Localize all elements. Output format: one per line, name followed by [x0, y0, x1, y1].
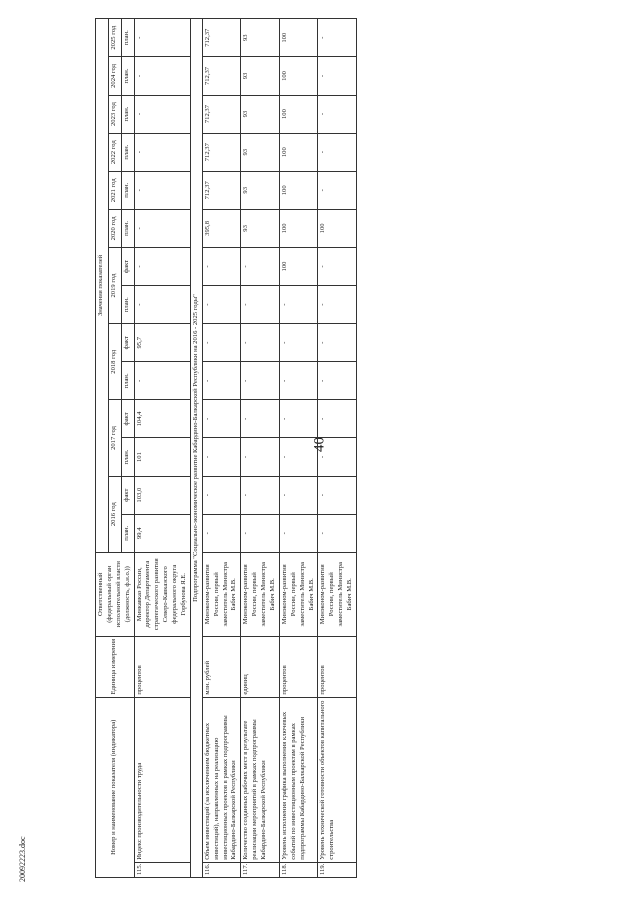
value-cell: 93 — [241, 57, 280, 95]
value-cell: - — [279, 286, 318, 324]
value-cell: - — [134, 247, 190, 285]
value-cell: - — [241, 400, 280, 438]
value-cell: - — [241, 476, 280, 514]
year-header: 2020 год — [108, 209, 121, 247]
row-name: Уровень технической готовности объектов капитального строительства — [318, 697, 357, 862]
plan-header: план. — [121, 171, 134, 209]
value-cell: - — [202, 476, 241, 514]
value-cell: 100 — [279, 171, 318, 209]
row-unit: единиц — [241, 636, 280, 697]
fact-header: факт — [121, 324, 134, 362]
value-cell: - — [202, 400, 241, 438]
value-cell: - — [318, 362, 357, 400]
indicators-table — [95, 18, 357, 878]
year-header: 2017 год — [108, 400, 121, 476]
table-row — [134, 19, 190, 878]
value-cell: - — [318, 171, 357, 209]
plan-header: план. — [121, 19, 134, 57]
value-cell: 712,37 — [202, 171, 241, 209]
year-header: 2021 год — [108, 171, 121, 209]
row-responsible: Минэконом-развития России, первый заместитель Министра Бабич М.В. — [318, 552, 357, 636]
table-row — [279, 19, 318, 878]
value-cell: - — [202, 362, 241, 400]
value-cell: 101 — [134, 438, 190, 476]
value-cell: - — [241, 324, 280, 362]
plan-header: план. — [121, 438, 134, 476]
row-responsible: Минэконом-развития России, первый заместитель Министра Бабич М.В. — [241, 552, 280, 636]
value-cell: - — [318, 95, 357, 133]
fact-header: факт — [121, 247, 134, 285]
value-cell: 712,37 — [202, 95, 241, 133]
value-cell: 712,37 — [202, 19, 241, 57]
value-cell: - — [134, 286, 190, 324]
value-cell: 100 — [279, 95, 318, 133]
value-cell: - — [134, 362, 190, 400]
row-number: 116. — [202, 862, 241, 877]
value-cell: - — [318, 19, 357, 57]
row-name: Индекс производительности труда — [134, 697, 190, 862]
plan-header: план. — [121, 514, 134, 552]
value-cell: - — [134, 57, 190, 95]
value-cell: 93 — [241, 95, 280, 133]
value-cell: 99,4 — [134, 514, 190, 552]
plan-header: план. — [121, 286, 134, 324]
value-cell: - — [202, 286, 241, 324]
value-cell: - — [279, 362, 318, 400]
value-cell: - — [318, 514, 357, 552]
value-cell: 103,0 — [134, 476, 190, 514]
fact-header: факт — [121, 476, 134, 514]
row-number: 115. — [134, 862, 190, 877]
value-cell: - — [134, 133, 190, 171]
value-cell: 100 — [279, 209, 318, 247]
row-name: Количество созданных рабочих мест в результате реализации мероприятий в рамках подпрограммы Кабардино-Балкарской Республики — [241, 697, 280, 862]
row-unit: процентов — [279, 636, 318, 697]
value-cell: - — [202, 438, 241, 476]
value-cell: - — [318, 438, 357, 476]
value-cell: - — [279, 438, 318, 476]
plan-header: план. — [121, 133, 134, 171]
value-cell: - — [279, 400, 318, 438]
plan-header: план. — [121, 95, 134, 133]
value-cell: 100 — [279, 57, 318, 95]
value-cell: 100 — [279, 19, 318, 57]
value-cell: - — [241, 362, 280, 400]
table-row — [318, 19, 357, 878]
col-header-unit: Единица измерения — [96, 636, 135, 697]
value-cell: - — [241, 286, 280, 324]
footer-doc-code: 20092223.doc — [18, 836, 27, 882]
row-unit: млн. рублей — [202, 636, 241, 697]
value-cell: - — [134, 19, 190, 57]
row-responsible: Минэконом-развития России, первый заместитель Министра Бабич М.В. — [202, 552, 241, 636]
year-header: 2025 год — [108, 19, 121, 57]
row-unit: процентов — [134, 636, 190, 697]
value-cell: - — [202, 514, 241, 552]
year-header: 2024 год — [108, 57, 121, 95]
value-cell: - — [134, 171, 190, 209]
table-row — [202, 19, 241, 878]
col-header-number-name: Номер и наименование показателя (индикатора) — [96, 697, 135, 877]
value-cell: - — [202, 247, 241, 285]
year-header: 2023 год — [108, 95, 121, 133]
row-name: Уровень исполнения графика выполнения ключевых событий по инвестиционным проектам в рамках подпрограммы Кабардино-Балкарской Республики — [279, 697, 318, 862]
value-cell: 95,7 — [134, 324, 190, 362]
fact-header: факт — [121, 400, 134, 438]
value-cell: - — [279, 324, 318, 362]
value-cell: 93 — [241, 133, 280, 171]
value-cell: - — [318, 400, 357, 438]
value-cell: 104,4 — [134, 400, 190, 438]
row-number: 119. — [318, 862, 357, 877]
value-cell: - — [241, 514, 280, 552]
row-responsible: Минэконом-развития России, первый заместитель Министра Бабич М.В. — [279, 552, 318, 636]
value-cell: - — [318, 324, 357, 362]
col-header-values: Значения показателей — [96, 19, 109, 553]
col-header-responsible: Ответственный (федеральный орган исполнительной власти (должность, ф.и.о.)) — [96, 552, 135, 636]
value-cell: 100 — [279, 133, 318, 171]
value-cell: - — [279, 476, 318, 514]
value-cell: - — [202, 324, 241, 362]
subprogram-title: Подпрограмма "Социально-экономическое развитие Кабардино-Балкарской Республики на 2016 - 2025 годы" — [190, 19, 202, 878]
year-header: 2019 год — [108, 247, 121, 323]
row-responsible: Минкавказ России, директор Департамента стратегического развития Северо-Кавказского федерального округа Горбунова Я.Е. — [134, 552, 190, 636]
value-cell: 93 — [241, 171, 280, 209]
value-cell: 712,37 — [202, 57, 241, 95]
value-cell: - — [241, 438, 280, 476]
row-unit: процентов — [318, 636, 357, 697]
table-body-top — [134, 19, 190, 878]
value-cell: 93 — [241, 19, 280, 57]
year-header: 2018 год — [108, 324, 121, 400]
plan-header: план. — [121, 57, 134, 95]
value-cell: 93 — [241, 209, 280, 247]
value-cell: - — [318, 476, 357, 514]
year-header: 2022 год — [108, 133, 121, 171]
table-row — [241, 19, 280, 878]
value-cell: 100 — [318, 209, 357, 247]
value-cell: - — [318, 57, 357, 95]
value-cell: - — [279, 514, 318, 552]
row-number: 117. — [241, 862, 280, 877]
table-body-bottom — [202, 19, 356, 878]
value-cell: - — [241, 247, 280, 285]
subprogram-row — [190, 19, 202, 878]
value-cell: 712,37 — [202, 133, 241, 171]
value-cell: - — [318, 247, 357, 285]
value-cell: - — [318, 286, 357, 324]
value-cell: - — [134, 209, 190, 247]
plan-header: план. — [121, 362, 134, 400]
value-cell: - — [318, 133, 357, 171]
row-name: Объем инвестиций (за исключением бюджетных инвестиций), направленных на реализацию инвестиционных проектов в рамках подпрограммы Кабардино-Балкарской Республики — [202, 697, 241, 862]
rotated-table-container — [95, 18, 590, 878]
value-cell: - — [134, 95, 190, 133]
value-cell: 395,8 — [202, 209, 241, 247]
page-number: 40 — [311, 437, 328, 452]
year-header: 2016 год — [108, 476, 121, 552]
row-number: 118. — [279, 862, 318, 877]
plan-header: план. — [121, 209, 134, 247]
value-cell: 100 — [279, 247, 318, 285]
